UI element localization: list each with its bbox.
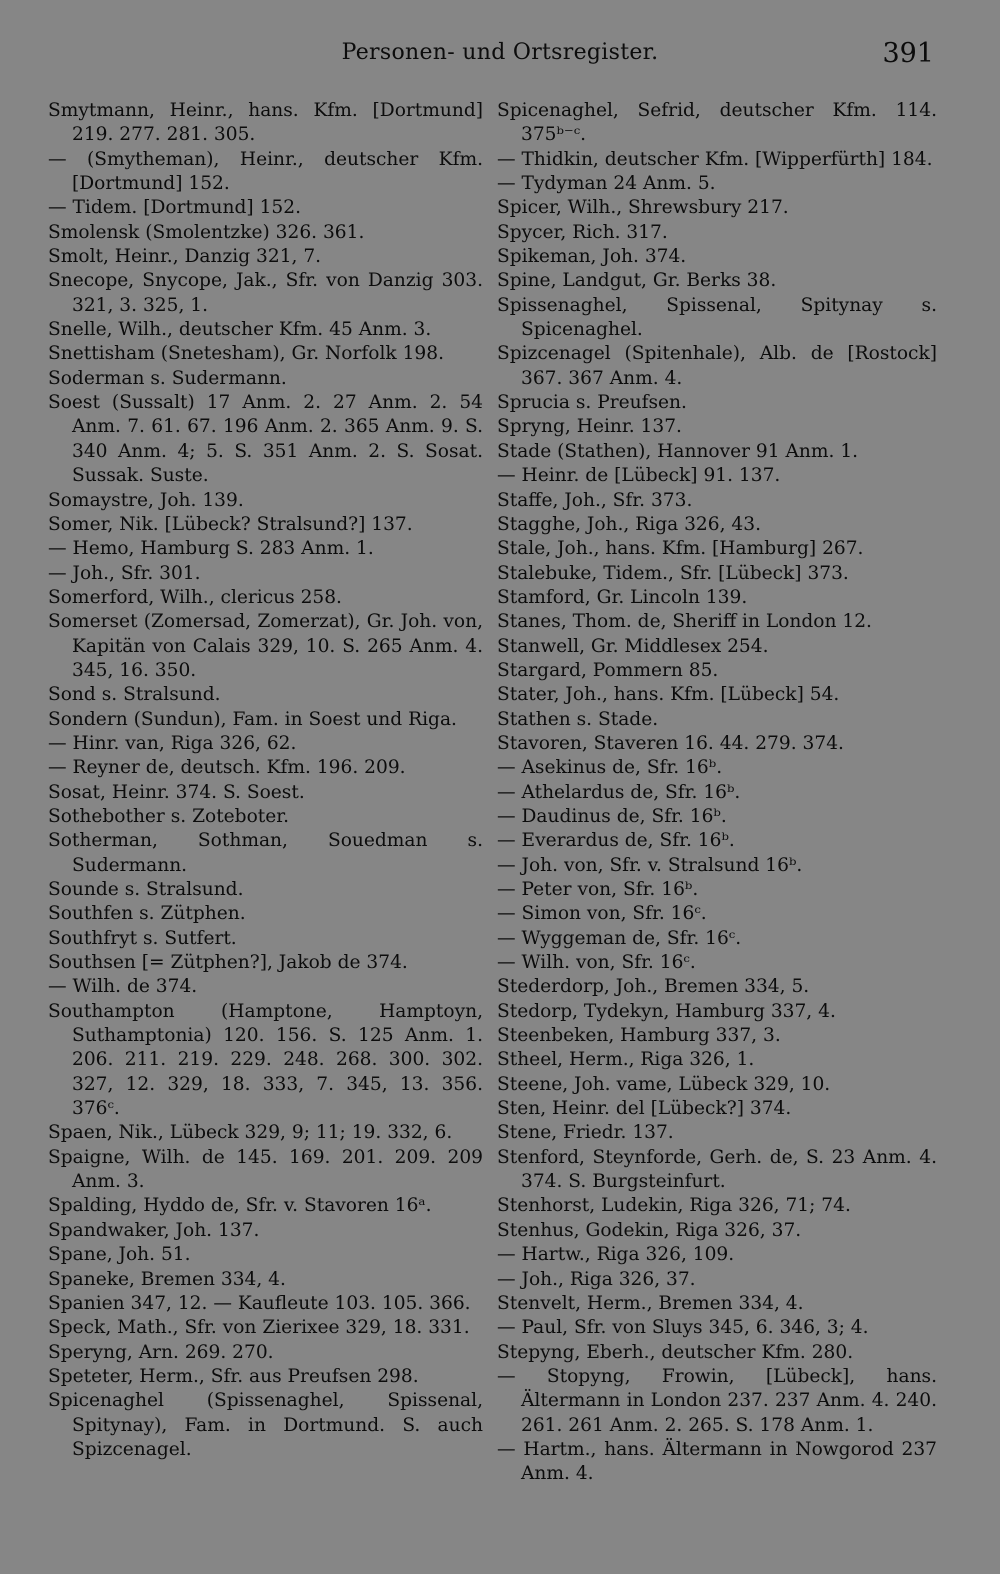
index-entry: — Joh., Sfr. 301. <box>48 562 201 584</box>
index-entry: Stanwell, Gr. Middlesex 254. <box>497 635 769 657</box>
index-entry: Spine, Landgut, Gr. Berks 38. <box>497 270 777 292</box>
index-entry: Stenvelt, Herm., Bremen 334, 4. <box>497 1292 804 1314</box>
index-entry: — Tidem. [Dortmund] 152. <box>48 197 301 219</box>
index-entry: Stathen s. Stade. <box>497 708 659 730</box>
index-entry: Southfryt s. Sutfert. <box>48 927 237 949</box>
index-entry: Spicenaghel, Sefrid, deutscher Kfm. 114. 375ᵇ⁻ᶜ. <box>497 100 937 146</box>
index-entry: Smolensk (Smolentzke) 326. 361. <box>48 221 365 243</box>
index-entry: Stalebuke, Tidem., Sfr. [Lübeck] 373. <box>497 562 849 584</box>
index-entry: — Peter von, Sfr. 16ᵇ. <box>497 879 699 900</box>
index-entry: Soest (Sussalt) 17 Anm. 2. 27 Anm. 2. 54 Anm. 7. 61. 67. 196 Anm. 2. 365 Anm. 9. S. 340 Anm. 4; 5. S. 351 Anm. 2. S. Sosat. Sussak. Suste. <box>48 392 483 487</box>
index-entry: Somerford, Wilh., clericus 258. <box>48 586 342 608</box>
index-entry: Spikeman, Joh. 374. <box>497 246 687 268</box>
index-column-left <box>48 99 483 1462</box>
index-entry: — Stopyng, Frowin, [Lübeck], hans. Ältermann in London 237. 237 Anm. 4. 240. 261. 261 Anm. 2. 265. S. 178 Anm. 1. <box>497 1365 937 1436</box>
index-entry: Stederdorp, Joh., Bremen 334, 5. <box>497 976 810 998</box>
index-entry: Stenhus, Godekin, Riga 326, 37. <box>497 1219 802 1241</box>
index-entry: — Thidkin, deutscher Kfm. [Wipperfürth] 184. <box>497 148 933 170</box>
index-entry: Spicer, Wilh., Shrewsbury 217. <box>497 197 789 219</box>
index-entry: — Hartm., hans. Ältermann in Nowgorod 237 Anm. 4. <box>497 1438 937 1485</box>
index-entry: Soderman s. Sudermann. <box>48 367 287 389</box>
index-entry: Stepyng, Eberh., deutscher Kfm. 280. <box>497 1341 854 1363</box>
index-entry: Spissenaghel, Spissenal, Spitynay s. Spicenaghel. <box>497 294 937 341</box>
index-entry: Speryng, Arn. 269. 270. <box>48 1341 274 1363</box>
index-entry: — Wilh. de 374. <box>48 976 198 998</box>
index-entry: Stater, Joh., hans. Kfm. [Lübeck] 54. <box>497 684 840 706</box>
index-entry: Stamford, Gr. Lincoln 139. <box>497 586 748 608</box>
index-entry: Spycer, Rich. 317. <box>497 221 668 243</box>
index-entry: Stale, Joh., hans. Kfm. [Hamburg] 267. <box>497 538 864 560</box>
index-entry: Sprucia s. Preufsen. <box>497 392 687 414</box>
index-entry: — Hemo, Hamburg S. 283 Anm. 1. <box>48 538 374 560</box>
index-entry: Spaen, Nik., Lübeck 329, 9; 11; 19. 332, 6. <box>48 1122 453 1144</box>
index-column-right <box>497 99 937 1487</box>
index-entry: Spaneke, Bremen 334, 4. <box>48 1268 286 1290</box>
index-entry: — Joh., Riga 326, 37. <box>497 1268 696 1290</box>
index-entry: — Hinr. van, Riga 326, 62. <box>48 732 297 754</box>
index-entry: — Paul, Sfr. von Sluys 345, 6. 346, 3; 4. <box>497 1317 869 1339</box>
index-entry: Stenhorst, Ludekin, Riga 326, 71; 74. <box>497 1195 851 1217</box>
index-entry: Southampton (Hamptone, Hamptoyn, Suthamptonia) 120. 156. S. 125 Anm. 1. 206. 211. 219. 229. 248. 268. 300. 302. 327, 12. 329, 18. 333, 7. 345, 13. 356. 376ᶜ. <box>48 1000 483 1120</box>
index-entry: Southsen [= Zütphen?], Jakob de 374. <box>48 952 408 974</box>
index-entry: Stargard, Pommern 85. <box>497 659 719 681</box>
index-entry: Southfen s. Zütphen. <box>48 903 246 925</box>
index-entry: Spalding, Hyddo de, Sfr. v. Stavoren 16ᵃ. <box>48 1195 432 1217</box>
index-entry: Spryng, Heinr. 137. <box>497 416 682 438</box>
running-header: Personen- und Ortsregister. <box>341 40 659 65</box>
index-entry: Sten, Heinr. del [Lübeck?] 374. <box>497 1098 792 1120</box>
index-entry: Sotherman, Sothman, Souedman s. Sudermann. <box>48 830 483 876</box>
index-entry: Spandwaker, Joh. 137. <box>48 1219 260 1241</box>
index-entry: Steene, Joh. vame, Lübeck 329, 10. <box>497 1073 831 1095</box>
index-entry: Stenford, Steynforde, Gerh. de, S. 23 Anm. 4. 374. S. Burgsteinfurt. <box>497 1146 937 1193</box>
index-entry: Snecope, Snycope, Jak., Sfr. von Danzig 303. 321, 3. 325, 1. <box>48 270 483 316</box>
index-entry: Spanien 347, 12. — Kaufleute 103. 105. 366. <box>48 1292 471 1314</box>
index-entry: Snettisham (Snetesham), Gr. Norfolk 198. <box>48 343 444 365</box>
index-entry: Somer, Nik. [Lübeck? Stralsund?] 137. <box>48 513 413 535</box>
index-entry: — Daudinus de, Sfr. 16ᵇ. <box>497 805 727 827</box>
index-entry: Stheel, Herm., Riga 326, 1. <box>497 1049 755 1071</box>
index-entry: — Asekinus de, Sfr. 16ᵇ. <box>497 757 723 779</box>
index-entry: Spaigne, Wilh. de 145. 169. 201. 209. 209 Anm. 3. <box>48 1146 483 1193</box>
index-entry: — Simon von, Sfr. 16ᶜ. <box>497 903 707 925</box>
index-entry: Stedorp, Tydekyn, Hamburg 337, 4. <box>497 1000 836 1022</box>
index-entry: Stade (Stathen), Hannover 91 Anm. 1. <box>497 440 859 462</box>
index-entry: Snelle, Wilh., deutscher Kfm. 45 Anm. 3. <box>48 319 432 341</box>
index-entry: Spicenaghel (Spissenaghel, Spissenal, Spitynay), Fam. in Dortmund. S. auch Spizcenagel. <box>48 1390 483 1460</box>
index-entry: — Joh. von, Sfr. v. Stralsund 16ᵇ. <box>497 854 803 876</box>
index-entry: Stene, Friedr. 137. <box>497 1122 674 1144</box>
index-entry: Sothebother s. Zoteboter. <box>48 805 290 827</box>
index-entry: — Wyggeman de, Sfr. 16ᶜ. <box>497 927 742 949</box>
index-entry: Steenbeken, Hamburg 337, 3. <box>497 1025 781 1047</box>
index-entry: Speck, Math., Sfr. von Zierixee 329, 18. 331. <box>48 1317 470 1339</box>
index-entry: — Reyner de, deutsch. Kfm. 196. 209. <box>48 757 406 779</box>
index-entry: — Everardus de, Sfr. 16ᵇ. <box>497 830 735 852</box>
index-entry: Spane, Joh. 51. <box>48 1244 191 1266</box>
index-entry: Smytmann, Heinr., hans. Kfm. [Dortmund] 219. 277. 281. 305. <box>48 100 483 146</box>
index-entry: Staffe, Joh., Sfr. 373. <box>497 489 693 511</box>
index-entry: — Wilh. von, Sfr. 16ᶜ. <box>497 952 696 974</box>
index-entry: Stavoren, Staveren 16. 44. 279. 374. <box>497 732 844 754</box>
index-entry: Smolt, Heinr., Danzig 321, 7. <box>48 246 322 268</box>
index-entry: Stanes, Thom. de, Sheriff in London 12. <box>497 611 872 633</box>
index-entry: Somerset (Zomersad, Zomerzat), Gr. Joh. von, Kapitän von Calais 329, 10. S. 265 Anm. 4. 345, 16. 350. <box>48 611 483 681</box>
index-entry: Sosat, Heinr. 374. S. Soest. <box>48 781 305 803</box>
index-entry: — Athelardus de, Sfr. 16ᵇ. <box>497 781 741 803</box>
index-entry: Sounde s. Stralsund. <box>48 879 244 900</box>
index-entry: — Hartw., Riga 326, 109. <box>497 1244 735 1266</box>
index-entry: Spizcenagel (Spitenhale), Alb. de [Rostock] 367. 367 Anm. 4. <box>497 343 937 389</box>
index-entry: Stagghe, Joh., Riga 326, 43. <box>497 513 761 535</box>
page-number: 391 <box>882 38 934 69</box>
index-entry: Sond s. Stralsund. <box>48 684 221 706</box>
index-entry: — Tydyman 24 Anm. 5. <box>497 173 716 195</box>
index-entry: Speteter, Herm., Sfr. aus Preufsen 298. <box>48 1365 419 1387</box>
index-entry: — Heinr. de [Lübeck] 91. 137. <box>497 465 781 487</box>
index-entry: — (Smytheman), Heinr., deutscher Kfm. [Dortmund] 152. <box>48 148 483 195</box>
index-entry: Sondern (Sundun), Fam. in Soest und Riga. <box>48 708 457 730</box>
index-entry: Somaystre, Joh. 139. <box>48 489 244 511</box>
